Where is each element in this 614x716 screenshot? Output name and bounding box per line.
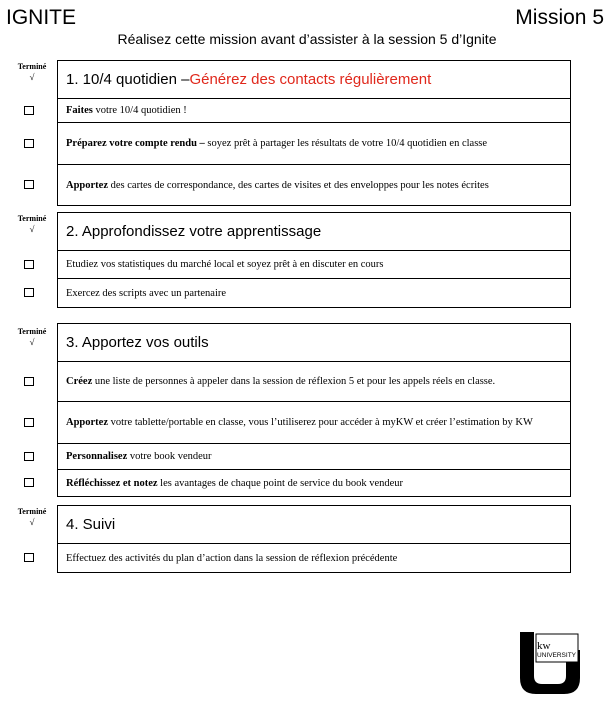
done-column-header bbox=[8, 507, 56, 527]
task-text bbox=[66, 178, 489, 193]
task-description: Etudiez vos statistiques du marché local et soyez prêt à en discuter en cours bbox=[66, 259, 384, 270]
task-checkbox[interactable] bbox=[24, 139, 34, 148]
done-label: Terminé bbox=[17, 214, 47, 223]
task-item bbox=[58, 251, 570, 279]
section-box bbox=[57, 505, 571, 573]
logo-university: UNIVERSITY bbox=[537, 652, 577, 659]
section-title bbox=[58, 506, 570, 544]
kw-university-logo bbox=[520, 632, 580, 694]
task-item bbox=[58, 123, 570, 165]
task-action: Apportez bbox=[66, 417, 108, 428]
task-text bbox=[66, 551, 397, 566]
task-item bbox=[58, 279, 570, 307]
done-checkmark: √ bbox=[29, 337, 35, 347]
task-item bbox=[58, 99, 570, 123]
task-description: Exercez des scripts avec un partenaire bbox=[66, 287, 227, 299]
task-item bbox=[58, 470, 570, 496]
section-title-text: 1. 10/4 quotidien – bbox=[66, 71, 190, 88]
task-action: Créez bbox=[66, 376, 93, 387]
task-description: les avantages de chaque point de service du book vendeur bbox=[157, 477, 404, 489]
task-action: Faites bbox=[66, 105, 93, 116]
task-description: une liste de personnes à appeler dans la session de réflexion 5 et pour les appels réels en classe. bbox=[92, 376, 496, 387]
task-description: votre 10/4 quotidien ! bbox=[92, 105, 187, 116]
task-description: Effectuez des activités du plan d’action dans la session de réflexion précédente bbox=[66, 552, 398, 564]
done-label: Terminé bbox=[17, 62, 47, 71]
task-checkbox[interactable] bbox=[24, 260, 34, 269]
task-description: votre book vendeur bbox=[127, 451, 212, 462]
section-title-text: 2. Approfondissez votre apprentissage bbox=[66, 223, 322, 240]
task-checkbox[interactable] bbox=[24, 478, 34, 487]
done-column-header bbox=[8, 214, 56, 234]
task-action: Personnalisez bbox=[66, 451, 128, 462]
task-checkbox[interactable] bbox=[24, 418, 34, 427]
done-label: Terminé bbox=[17, 327, 47, 336]
section-title-highlight: Générez des contacts régulièrement bbox=[189, 71, 432, 88]
task-checkbox[interactable] bbox=[24, 377, 34, 386]
done-column-header bbox=[8, 62, 56, 82]
subtitle: Réalisez cette mission avant d’assister à la session 5 d’Ignite bbox=[117, 31, 497, 47]
section-box bbox=[57, 323, 571, 497]
section-box bbox=[57, 60, 571, 206]
task-item bbox=[58, 362, 570, 402]
task-text bbox=[66, 449, 212, 464]
task-text bbox=[66, 374, 495, 389]
task-checkbox[interactable] bbox=[24, 553, 34, 562]
done-checkmark: √ bbox=[29, 224, 35, 234]
section-title-text: 4. Suivi bbox=[66, 516, 116, 533]
done-checkmark: √ bbox=[29, 72, 35, 82]
task-text bbox=[66, 286, 226, 301]
section-title-text: 3. Apportez vos outils bbox=[66, 334, 209, 351]
task-item bbox=[58, 444, 570, 470]
task-action: Préparez votre compte rendu – bbox=[66, 138, 205, 149]
task-item bbox=[58, 402, 570, 444]
section-box bbox=[57, 212, 571, 308]
section-title bbox=[58, 61, 570, 99]
logo-text bbox=[537, 641, 577, 660]
done-column-header bbox=[8, 327, 56, 347]
mission-number: Mission 5 bbox=[515, 6, 604, 29]
task-text bbox=[66, 257, 384, 272]
logo-kw: kw bbox=[537, 640, 551, 652]
task-checkbox[interactable] bbox=[24, 106, 34, 115]
section-title bbox=[58, 324, 570, 362]
task-description: votre tablette/portable en classe, vous l’utiliserez pour accéder à myKW et créer l’estimation by KW bbox=[108, 417, 533, 428]
section-title bbox=[58, 213, 570, 251]
task-action: Réfléchissez et notez bbox=[66, 477, 158, 489]
brand-title: IGNITE bbox=[6, 6, 77, 29]
task-text bbox=[66, 476, 403, 491]
task-item bbox=[58, 544, 570, 572]
task-description: soyez prêt à partager les résultats de votre 10/4 quotidien en classe bbox=[204, 138, 488, 149]
task-action: Apportez bbox=[66, 179, 108, 191]
task-checkbox[interactable] bbox=[24, 180, 34, 189]
done-label: Terminé bbox=[17, 507, 47, 516]
task-text bbox=[66, 103, 187, 118]
task-text bbox=[66, 415, 533, 430]
task-checkbox[interactable] bbox=[24, 288, 34, 297]
task-text bbox=[66, 136, 487, 151]
done-checkmark: √ bbox=[29, 517, 35, 527]
task-item bbox=[58, 165, 570, 205]
task-checkbox[interactable] bbox=[24, 452, 34, 461]
task-description: des cartes de correspondance, des cartes de visites et des enveloppes pour les notes écrites bbox=[108, 179, 489, 191]
